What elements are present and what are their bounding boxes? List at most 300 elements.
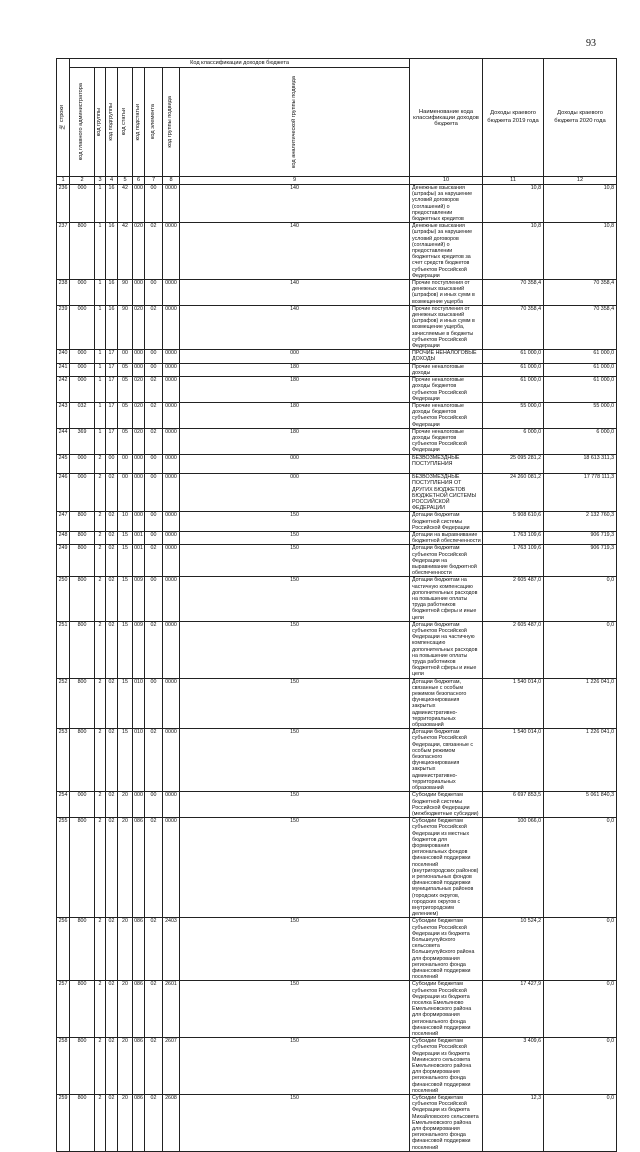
- subarticle-code: 086: [133, 1038, 145, 1095]
- element-code: 00: [145, 350, 163, 363]
- analytic-group-code: 150: [180, 512, 410, 532]
- header-income-2020: Доходы краевого бюджета 2020 года: [544, 59, 617, 177]
- admin-code: 800: [70, 577, 95, 621]
- article-code: 20: [118, 981, 133, 1038]
- income-2019-value: 10,8: [483, 223, 544, 280]
- subkind-group-code: 2403: [163, 918, 180, 981]
- subkind-group-code: 0000: [163, 223, 180, 280]
- analytic-group-code: 140: [180, 305, 410, 349]
- column-number-row: [57, 177, 617, 185]
- admin-code: 800: [70, 531, 95, 544]
- row-number: 251: [57, 621, 70, 678]
- element-code: 02: [145, 305, 163, 349]
- income-code-name: Прочие неналоговые доходы бюджетов субъектов Российской Федерации: [410, 428, 483, 454]
- element-code: 02: [145, 545, 163, 577]
- article-code: 20: [118, 792, 133, 818]
- subkind-group-code: 0000: [163, 185, 180, 223]
- subkind-group-code: 0000: [163, 454, 180, 474]
- row-number: 256: [57, 918, 70, 981]
- row-number: 246: [57, 474, 70, 512]
- income-2019-value: 10,8: [483, 185, 544, 223]
- admin-code: 000: [70, 350, 95, 363]
- subarticle-code: 000: [133, 280, 145, 306]
- column-number: 1: [57, 177, 70, 185]
- group-code: 2: [95, 512, 106, 532]
- subgroup-code: 17: [106, 363, 118, 376]
- subarticle-code: 020: [133, 305, 145, 349]
- group-code: 2: [95, 577, 106, 621]
- row-number: 245: [57, 454, 70, 474]
- admin-code: 800: [70, 621, 95, 678]
- group-code: 2: [95, 531, 106, 544]
- income-code-name: Денежные взыскания (штрафы) за нарушение условий договоров (соглашений) о предоставлении бюджетных кредитов: [410, 185, 483, 223]
- analytic-group-code: 000: [180, 454, 410, 474]
- article-code: 00: [118, 474, 133, 512]
- admin-code: 800: [70, 729, 95, 792]
- subarticle-code: 009: [133, 621, 145, 678]
- analytic-group-code: 140: [180, 185, 410, 223]
- subgroup-code: 02: [106, 1095, 118, 1152]
- analytic-group-code: 000: [180, 474, 410, 512]
- income-code-name: Субсидии бюджетам бюджетной системы Российской Федерации (межбюджетные субсидии): [410, 792, 483, 818]
- element-code: 00: [145, 280, 163, 306]
- income-code-name: Прочие неналоговые доходы: [410, 363, 483, 376]
- income-code-name: ПРОЧИЕ НЕНАЛОГОВЫЕ ДОХОДЫ: [410, 350, 483, 363]
- subkind-group-code: 0000: [163, 305, 180, 349]
- subkind-group-code: 0000: [163, 577, 180, 621]
- income-code-name: Субсидии бюджетам субъектов Российской Федерации из бюджета поселка Емельяново Емельяновского района для формирования регионального фонда финансовой поддержки поселений: [410, 981, 483, 1038]
- income-2020-value: 0,0: [544, 981, 617, 1038]
- analytic-group-code: 150: [180, 621, 410, 678]
- table-row: [57, 818, 617, 918]
- subkind-group-code: 0000: [163, 428, 180, 454]
- income-2019-value: 25 095 281,2: [483, 454, 544, 474]
- admin-code: 000: [70, 305, 95, 349]
- article-code: 15: [118, 545, 133, 577]
- article-code: 00: [118, 350, 133, 363]
- subkind-group-code: 0000: [163, 280, 180, 306]
- income-code-name: Прочие неналоговые доходы бюджетов субъектов Российской Федерации: [410, 377, 483, 403]
- subarticle-code: 086: [133, 981, 145, 1038]
- analytic-group-code: 180: [180, 402, 410, 428]
- article-code: 15: [118, 678, 133, 729]
- income-code-name: БЕЗВОЗМЕЗДНЫЕ ПОСТУПЛЕНИЯ ОТ ДРУГИХ БЮДЖЕТОВ БЮДЖЕТНОЙ СИСТЕМЫ РОССИЙСКОЙ ФЕДЕРАЦИИ: [410, 474, 483, 512]
- article-code: 10: [118, 512, 133, 532]
- row-number: 243: [57, 402, 70, 428]
- subkind-group-code: 0000: [163, 512, 180, 532]
- income-2020-value: 10,8: [544, 223, 617, 280]
- subarticle-code: 000: [133, 185, 145, 223]
- admin-code: 800: [70, 1095, 95, 1152]
- header-name: Наименование кода классификации доходов бюджета: [410, 59, 483, 177]
- table-row: [57, 678, 617, 729]
- income-2020-value: 17 778 111,3: [544, 474, 617, 512]
- header-subkind-group-code: код группы подвида: [163, 68, 180, 177]
- analytic-group-code: 150: [180, 792, 410, 818]
- group-code: 2: [95, 729, 106, 792]
- admin-code: 800: [70, 512, 95, 532]
- table-row: [57, 350, 617, 363]
- income-code-name: Дотации бюджетам субъектов Российской Федерации на выравнивание бюджетной обеспеченности: [410, 545, 483, 577]
- group-code: 2: [95, 678, 106, 729]
- income-code-name: Дотации бюджетам субъектов Российской Федерации на частичную компенсацию дополнительных расходов на повышение оплаты труда работников бюджетной сферы и иные цели: [410, 621, 483, 678]
- element-code: 02: [145, 1095, 163, 1152]
- row-number: 254: [57, 792, 70, 818]
- group-code: 2: [95, 918, 106, 981]
- analytic-group-code: 140: [180, 223, 410, 280]
- admin-code: 369: [70, 428, 95, 454]
- article-code: 20: [118, 918, 133, 981]
- subgroup-code: 02: [106, 678, 118, 729]
- budget-income-table: [56, 58, 617, 1152]
- table-row: [57, 621, 617, 678]
- table-row: [57, 363, 617, 376]
- table-row: [57, 377, 617, 403]
- column-number: 11: [483, 177, 544, 185]
- subgroup-code: 02: [106, 621, 118, 678]
- subgroup-code: 02: [106, 545, 118, 577]
- column-number: 8: [163, 177, 180, 185]
- row-number: 240: [57, 350, 70, 363]
- subkind-group-code: 0000: [163, 363, 180, 376]
- income-2020-value: 2 132 760,3: [544, 512, 617, 532]
- table-row: [57, 428, 617, 454]
- header-element-code: код элемента: [145, 68, 163, 177]
- table-row: [57, 454, 617, 474]
- subgroup-code: 02: [106, 512, 118, 532]
- article-code: 15: [118, 621, 133, 678]
- subgroup-code: 17: [106, 428, 118, 454]
- analytic-group-code: 140: [180, 280, 410, 306]
- subkind-group-code: 0000: [163, 545, 180, 577]
- row-number: 247: [57, 512, 70, 532]
- subarticle-code: 000: [133, 512, 145, 532]
- income-2019-value: 12,3: [483, 1095, 544, 1152]
- analytic-group-code: 150: [180, 1038, 410, 1095]
- row-number: 257: [57, 981, 70, 1038]
- table-row: [57, 280, 617, 306]
- income-code-name: Денежные взыскания (штрафы) за нарушение условий договоров (соглашений) о предоставлении бюджетных кредитов за счет средств бюджетов субъектов Российской Федерации: [410, 223, 483, 280]
- group-code: 1: [95, 350, 106, 363]
- subarticle-code: 010: [133, 678, 145, 729]
- income-2019-value: 100 066,0: [483, 818, 544, 918]
- admin-code: 000: [70, 185, 95, 223]
- subarticle-code: 086: [133, 918, 145, 981]
- subgroup-code: 02: [106, 981, 118, 1038]
- row-number: 237: [57, 223, 70, 280]
- group-code: 2: [95, 981, 106, 1038]
- income-code-name: Прочие поступления от денежных взысканий (штрафов) и иных сумм в возмещение ущерба, зачисляемые в бюджеты субъектов Российской Федерации: [410, 305, 483, 349]
- group-code: 2: [95, 818, 106, 918]
- subgroup-code: 02: [106, 1038, 118, 1095]
- admin-code: 000: [70, 474, 95, 512]
- article-code: 05: [118, 402, 133, 428]
- income-2020-value: 10,8: [544, 185, 617, 223]
- income-2019-value: 6 697 853,5: [483, 792, 544, 818]
- header-article-code: код статьи: [118, 68, 133, 177]
- income-2019-value: 6 000,0: [483, 428, 544, 454]
- income-code-name: Дотации бюджетам, связанные с особым режимом безопасного функционирования закрытых административно-территориальных образований: [410, 678, 483, 729]
- subkind-group-code: 0000: [163, 350, 180, 363]
- income-2020-value: 0,0: [544, 577, 617, 621]
- column-number: 6: [133, 177, 145, 185]
- income-2020-value: 18 613 311,3: [544, 454, 617, 474]
- admin-code: 800: [70, 678, 95, 729]
- income-2019-value: 61 000,0: [483, 350, 544, 363]
- income-code-name: Субсидии бюджетам субъектов Российской Федерации из местных бюджетов для формирования региональных фондов финансовой поддержки поселений (внутригородских районов) и региональных фондов финансовой поддержки муниципальных районов (городских округов, городских округов с внутригородским делением): [410, 818, 483, 918]
- income-2020-value: 0,0: [544, 1038, 617, 1095]
- element-code: 02: [145, 377, 163, 403]
- income-2020-value: 0,0: [544, 1095, 617, 1152]
- article-code: 15: [118, 729, 133, 792]
- subgroup-code: 02: [106, 818, 118, 918]
- income-2019-value: 1 763 109,6: [483, 531, 544, 544]
- subkind-group-code: 0000: [163, 678, 180, 729]
- admin-code: 800: [70, 981, 95, 1038]
- subgroup-code: 00: [106, 454, 118, 474]
- element-code: 02: [145, 981, 163, 1038]
- income-code-name: Дотации на выравнивание бюджетной обеспеченности: [410, 531, 483, 544]
- subkind-group-code: 0000: [163, 377, 180, 403]
- element-code: 02: [145, 818, 163, 918]
- group-code: 1: [95, 223, 106, 280]
- row-number: 259: [57, 1095, 70, 1152]
- income-2020-value: 1 226 041,0: [544, 678, 617, 729]
- income-2019-value: 24 260 081,2: [483, 474, 544, 512]
- article-code: 15: [118, 577, 133, 621]
- subkind-group-code: 0000: [163, 621, 180, 678]
- income-code-name: Дотации бюджетам субъектов Российской Федерации, связанные с особым режимом безопасного функционирования закрытых административно-территориальных образований: [410, 729, 483, 792]
- article-code: 05: [118, 377, 133, 403]
- article-code: 42: [118, 185, 133, 223]
- subarticle-code: 000: [133, 474, 145, 512]
- column-number: 3: [95, 177, 106, 185]
- analytic-group-code: 150: [180, 1095, 410, 1152]
- income-code-name: Прочие поступления от денежных взысканий (штрафов) и иных сумм в возмещение ущерба: [410, 280, 483, 306]
- row-number: 236: [57, 185, 70, 223]
- group-code: 2: [95, 792, 106, 818]
- row-number: 239: [57, 305, 70, 349]
- subgroup-code: 16: [106, 280, 118, 306]
- row-number: 253: [57, 729, 70, 792]
- income-code-name: Прочие неналоговые доходы бюджетов субъектов Российской Федерации: [410, 402, 483, 428]
- admin-code: 800: [70, 918, 95, 981]
- group-code: 1: [95, 428, 106, 454]
- income-2019-value: 55 000,0: [483, 402, 544, 428]
- group-code: 2: [95, 545, 106, 577]
- header-group-code: код группы: [95, 68, 106, 177]
- row-number: 249: [57, 545, 70, 577]
- subkind-group-code: 0000: [163, 792, 180, 818]
- income-2020-value: 0,0: [544, 918, 617, 981]
- admin-code: 000: [70, 377, 95, 403]
- group-code: 2: [95, 1095, 106, 1152]
- admin-code: 000: [70, 454, 95, 474]
- table-row: [57, 1038, 617, 1095]
- element-code: 02: [145, 428, 163, 454]
- subgroup-code: 17: [106, 350, 118, 363]
- table-row: [57, 577, 617, 621]
- header-subgroup-code: код подгруппы: [106, 68, 118, 177]
- table-row: [57, 305, 617, 349]
- subkind-group-code: 0000: [163, 818, 180, 918]
- group-code: 1: [95, 402, 106, 428]
- income-code-name: Субсидии бюджетам субъектов Российской Федерации из бюджета Большеулуйского сельсовета Большеулуйского района для формирования регионального фонда финансовой поддержки поселений: [410, 918, 483, 981]
- subarticle-code: 001: [133, 531, 145, 544]
- income-2020-value: 61 000,0: [544, 363, 617, 376]
- group-code: 1: [95, 185, 106, 223]
- header-income-2019: Доходы краевого бюджета 2019 года: [483, 59, 544, 177]
- article-code: 05: [118, 363, 133, 376]
- subarticle-code: 086: [133, 1095, 145, 1152]
- column-number: 10: [410, 177, 483, 185]
- subarticle-code: 000: [133, 350, 145, 363]
- table-row: [57, 402, 617, 428]
- header-admin-code: код главного администратора: [70, 68, 95, 177]
- admin-code: 000: [70, 792, 95, 818]
- analytic-group-code: 000: [180, 350, 410, 363]
- income-2020-value: 6 000,0: [544, 428, 617, 454]
- income-2019-value: 2 605 487,0: [483, 577, 544, 621]
- group-code: 2: [95, 1038, 106, 1095]
- table-row: [57, 185, 617, 223]
- element-code: 00: [145, 512, 163, 532]
- element-code: 00: [145, 363, 163, 376]
- subgroup-code: 16: [106, 305, 118, 349]
- subgroup-code: 17: [106, 377, 118, 403]
- group-code: 1: [95, 363, 106, 376]
- income-2020-value: 61 000,0: [544, 350, 617, 363]
- table-body: [57, 185, 617, 1152]
- admin-code: 032: [70, 402, 95, 428]
- subkind-group-code: 2608: [163, 1095, 180, 1152]
- income-2020-value: 61 000,0: [544, 377, 617, 403]
- analytic-group-code: 150: [180, 577, 410, 621]
- subkind-group-code: 2601: [163, 981, 180, 1038]
- column-number: 9: [180, 177, 410, 185]
- income-2020-value: 55 000,0: [544, 402, 617, 428]
- admin-code: 800: [70, 223, 95, 280]
- income-code-name: Субсидии бюджетам субъектов Российской Федерации из бюджета Мининского сельсовета Емельяновского района для формирования регионального фонда финансовой поддержки поселений: [410, 1038, 483, 1095]
- subkind-group-code: 0000: [163, 402, 180, 428]
- article-code: 20: [118, 818, 133, 918]
- income-code-name: Субсидии бюджетам субъектов Российской Федерации из бюджета Михайловского сельсовета Емельяновского района для формирования регионального фонда финансовой поддержки поселений: [410, 1095, 483, 1152]
- income-2020-value: 70 358,4: [544, 305, 617, 349]
- group-code: 1: [95, 377, 106, 403]
- group-code: 2: [95, 454, 106, 474]
- element-code: 02: [145, 402, 163, 428]
- income-2019-value: 5 908 610,6: [483, 512, 544, 532]
- subarticle-code: 086: [133, 818, 145, 918]
- subgroup-code: 02: [106, 577, 118, 621]
- element-code: 02: [145, 223, 163, 280]
- admin-code: 800: [70, 545, 95, 577]
- article-code: 20: [118, 1095, 133, 1152]
- income-2020-value: 5 061 840,3: [544, 792, 617, 818]
- subgroup-code: 02: [106, 531, 118, 544]
- element-code: 00: [145, 577, 163, 621]
- income-2020-value: 906 719,3: [544, 531, 617, 544]
- subarticle-code: 000: [133, 363, 145, 376]
- article-code: 90: [118, 280, 133, 306]
- table-row: [57, 531, 617, 544]
- subarticle-code: 020: [133, 377, 145, 403]
- subgroup-code: 02: [106, 474, 118, 512]
- column-number: 2: [70, 177, 95, 185]
- element-code: 00: [145, 185, 163, 223]
- group-code: 1: [95, 305, 106, 349]
- subkind-group-code: 0000: [163, 729, 180, 792]
- analytic-group-code: 180: [180, 428, 410, 454]
- header-row-number: № строки: [57, 59, 70, 177]
- article-code: 20: [118, 1038, 133, 1095]
- subkind-group-code: 2607: [163, 1038, 180, 1095]
- row-number: 252: [57, 678, 70, 729]
- table-row: [57, 545, 617, 577]
- income-2019-value: 10 524,2: [483, 918, 544, 981]
- header-code-group: Код классификации доходов бюджета: [70, 59, 410, 68]
- admin-code: 000: [70, 363, 95, 376]
- group-code: 2: [95, 474, 106, 512]
- admin-code: 000: [70, 280, 95, 306]
- analytic-group-code: 150: [180, 678, 410, 729]
- subgroup-code: 16: [106, 223, 118, 280]
- element-code: 00: [145, 792, 163, 818]
- article-code: 05: [118, 428, 133, 454]
- subarticle-code: 001: [133, 545, 145, 577]
- table-row: [57, 512, 617, 532]
- subarticle-code: 020: [133, 402, 145, 428]
- income-2019-value: 70 358,4: [483, 305, 544, 349]
- row-number: 250: [57, 577, 70, 621]
- group-code: 1: [95, 280, 106, 306]
- row-number: 241: [57, 363, 70, 376]
- element-code: 00: [145, 454, 163, 474]
- income-2019-value: 3 409,6: [483, 1038, 544, 1095]
- row-number: 242: [57, 377, 70, 403]
- analytic-group-code: 150: [180, 981, 410, 1038]
- article-code: 42: [118, 223, 133, 280]
- admin-code: 800: [70, 818, 95, 918]
- income-2019-value: 1 763 109,6: [483, 545, 544, 577]
- article-code: 15: [118, 531, 133, 544]
- admin-code: 800: [70, 1038, 95, 1095]
- row-number: 244: [57, 428, 70, 454]
- subgroup-code: 02: [106, 729, 118, 792]
- analytic-group-code: 150: [180, 918, 410, 981]
- article-code: 90: [118, 305, 133, 349]
- subarticle-code: 009: [133, 577, 145, 621]
- income-2020-value: 70 358,4: [544, 280, 617, 306]
- table-row: [57, 729, 617, 792]
- income-2019-value: 2 605 487,0: [483, 621, 544, 678]
- subarticle-code: 000: [133, 792, 145, 818]
- subarticle-code: 020: [133, 223, 145, 280]
- subarticle-code: 020: [133, 428, 145, 454]
- group-code: 2: [95, 621, 106, 678]
- element-code: 00: [145, 678, 163, 729]
- table-row: [57, 981, 617, 1038]
- subgroup-code: 02: [106, 918, 118, 981]
- element-code: 00: [145, 531, 163, 544]
- table-row: [57, 792, 617, 818]
- income-code-name: Дотации бюджетам на частичную компенсацию дополнительных расходов на повышение оплаты труда работников бюджетной сферы и иные цели: [410, 577, 483, 621]
- subarticle-code: 000: [133, 454, 145, 474]
- subkind-group-code: 0000: [163, 474, 180, 512]
- subgroup-code: 17: [106, 402, 118, 428]
- analytic-group-code: 180: [180, 363, 410, 376]
- element-code: 02: [145, 1038, 163, 1095]
